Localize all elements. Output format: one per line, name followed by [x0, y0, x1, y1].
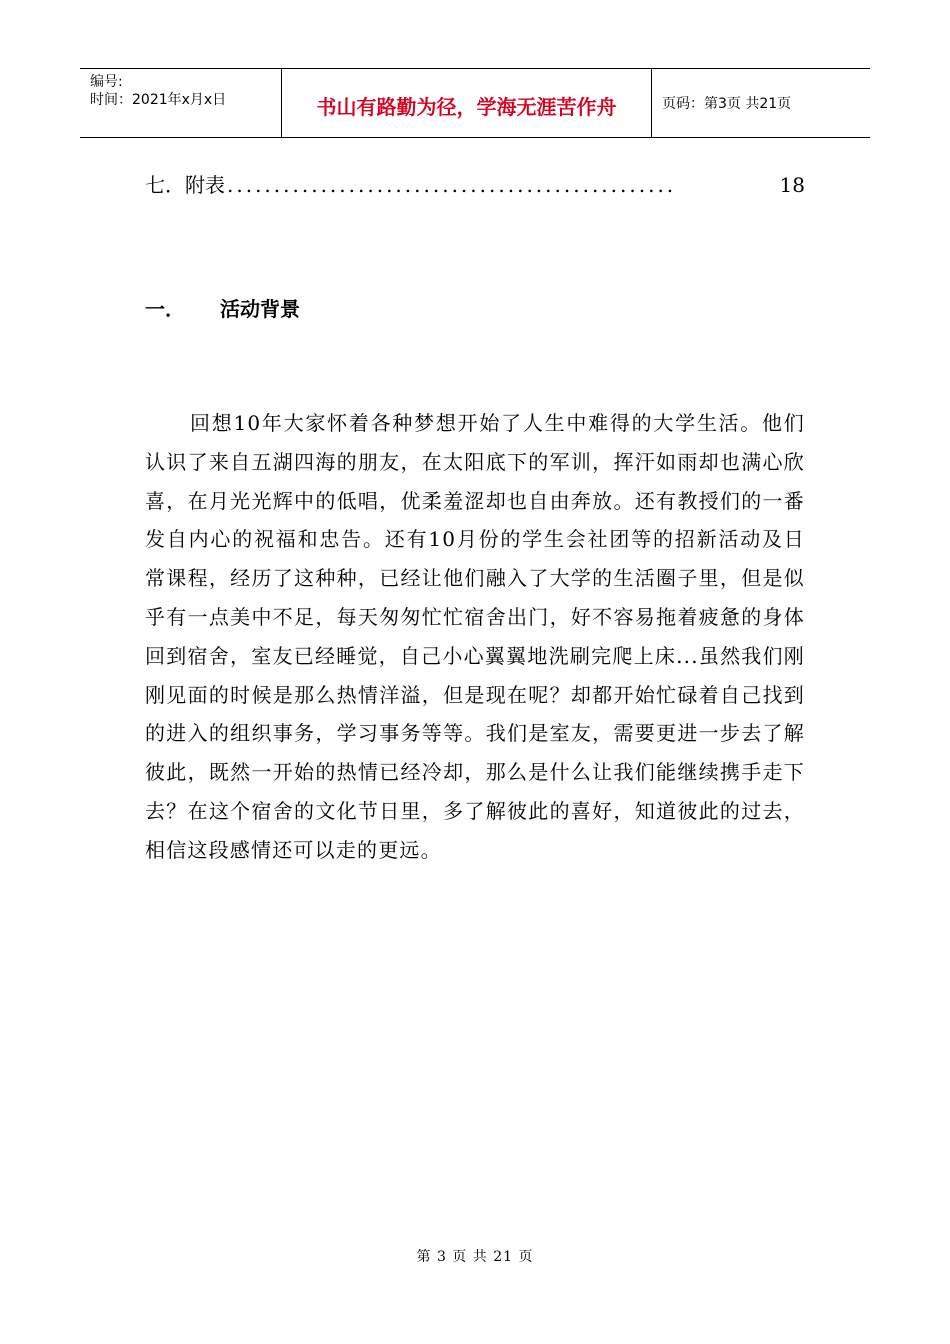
toc-entry-page: 18: [779, 173, 805, 197]
page-footer: 第 3 页 共 21 页: [416, 1249, 534, 1265]
header-meta: [80, 69, 282, 137]
body-paragraph: 回想10年大家怀着各种梦想开始了人生中难得的大学生活。他们认识了来自五湖四海的朋友，在太阳底下的军训，挥汗如雨却也满心欣喜，在月光光辉中的低唱，优柔羞涩却也自由奔放。还有教授们的一番发自内心的祝福和忠告。还有10月份的学生会社团等的招新活动及日常课程，经历了这种种，已经让他们融入了大学的生活圈子里，但是似乎有一点美中不足，每天匆匆忙忙宿舍出门，好不容易拖着疲惫的身体回到宿舍，室友已经睡觉，自己小心翼翼地洗刷完爬上床...虽然我们刚刚见面的时候是那么热情洋溢，但是现在呢？却都开始忙碌着自己找到的进入的组织事务，学习事务等等。我们是室友，需要更进一步去了解彼此，既然一开始的热情已经冷却，那么是什么让我们能继续携手走下去？在这个宿舍的文化节日里，多了解彼此的喜好，知道彼此的过去，相信这段感情还可以走的更远。: [145, 411, 805, 862]
toc-entry[interactable]: [145, 170, 805, 200]
header-page-code: 页码：第3页 共21页: [662, 96, 792, 112]
time-label: 时间：2021年x月x日: [90, 92, 227, 108]
header-motto: 书山有路勤为径，学海无涯苦作舟: [282, 69, 652, 137]
toc-entry-label: 七．附表: [145, 173, 225, 197]
section-heading: [145, 292, 300, 326]
page-header: [80, 68, 870, 138]
toc-leader-dots: ................................................: [227, 173, 677, 197]
number-label: 编号:: [90, 74, 123, 90]
body-text: [145, 404, 805, 870]
section-number: 一．: [145, 297, 185, 321]
section-title: 活动背景: [219, 297, 300, 321]
